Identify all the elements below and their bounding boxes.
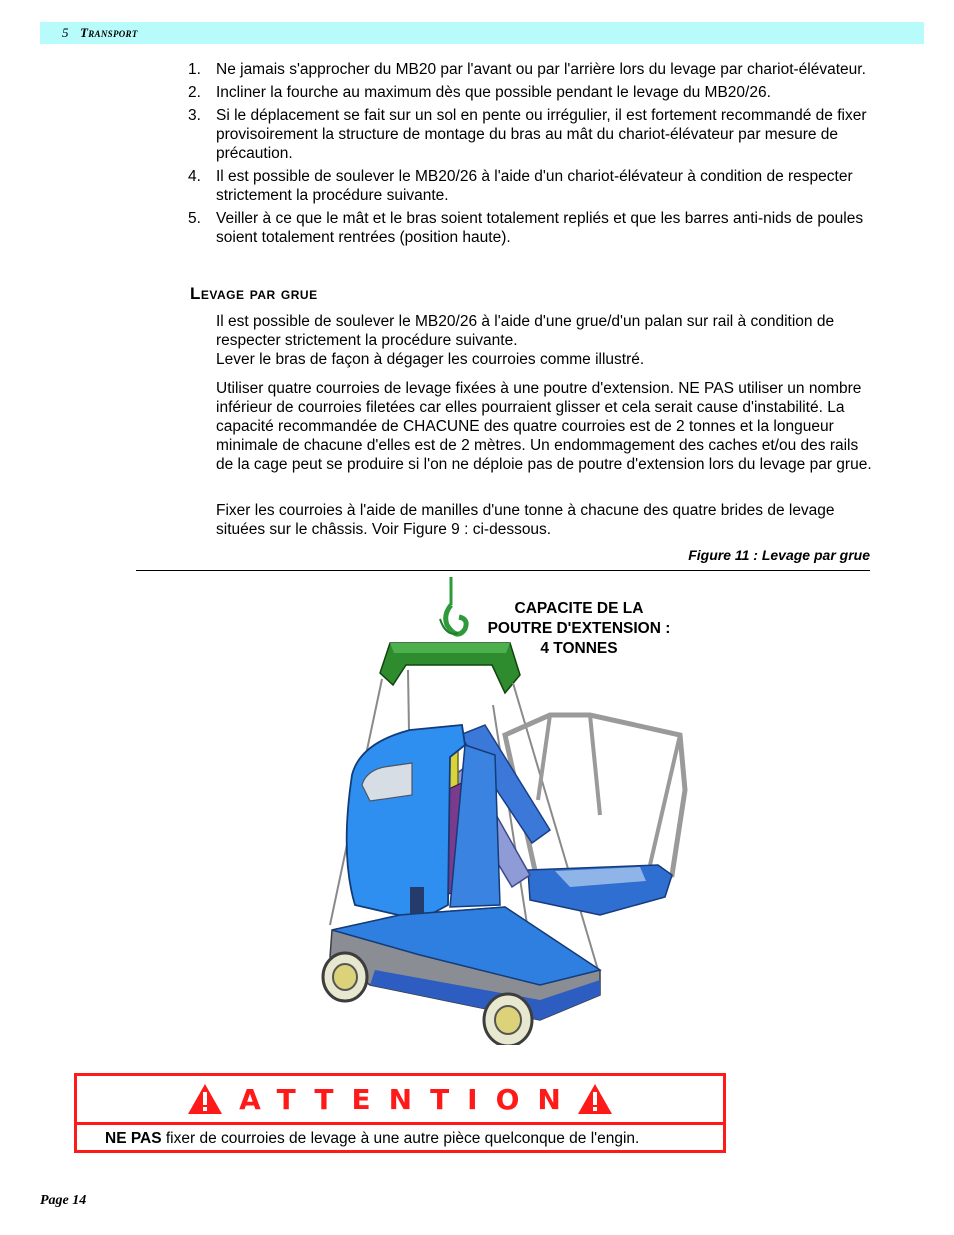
- capacity-line-3: 4 TONNES: [540, 640, 618, 657]
- chapter-title: Transport: [80, 25, 138, 40]
- list-item: [188, 83, 878, 102]
- paragraph-shackles: Fixer les courroies à l'aide de manilles d'une tonne à chacune des quatre brides de levage situées sur le châssis. Voir Figure 9 : ci-dessous.: [216, 502, 835, 538]
- capacity-line-1: CAPACITE DE LA: [514, 600, 644, 617]
- warning-title: ATTENTION: [239, 1082, 579, 1116]
- warning-text: [105, 1130, 639, 1148]
- chapter-number: 5: [62, 25, 69, 40]
- chapter-header: [40, 22, 924, 44]
- list-text: Si le déplacement se fait sur un sol en pente ou irrégulier, il est fortement recommandé de fixer provisoirement la structure de montage du bras au mât du chariot-élévateur par mesure de précaution.: [216, 107, 867, 162]
- beam-capacity-label: [466, 599, 692, 659]
- list-number: 1.: [188, 61, 201, 78]
- paragraph-intro: Il est possible de soulever le MB20/26 à l'aide d'une grue/d'un palan sur rail à condition de respecter strictement la procédure suivante.: [216, 313, 835, 349]
- list-text: Incliner la fourche au maximum dès que possible pendant le levage du MB20/26.: [216, 84, 771, 101]
- list-item: [188, 209, 878, 247]
- list-number: 2.: [188, 84, 201, 101]
- list-number: 5.: [188, 210, 201, 227]
- divider: [136, 570, 870, 571]
- warning-header: [77, 1076, 723, 1125]
- list-text: Il est possible de soulever le MB20/26 à l'aide d'un chariot-élévateur à condition de respecter strictement la procédure suivante.: [216, 168, 853, 204]
- crane-hook-icon: [440, 577, 466, 634]
- list-item: [188, 106, 878, 163]
- warning-triangle-icon: [187, 1083, 223, 1115]
- warning-emphasis: NE PAS: [105, 1130, 162, 1147]
- paragraph-straps: Utiliser quatre courroies de levage fixées à une poutre d'extension. NE PAS utiliser un nombre inférieur de courroies filetées car elles pourraient glisser et cela serait cause d'instabilité. La capacité recommandée de CHACUNE des quatre courroies est de 2 tonnes et la longueur minimale de chacune d'elles est de 2 mètres. Un endommagement des caches et/ou des rails de la cage peut se produire si l'on ne déploie pas de poutre d'extension lors du levage par grue.: [216, 380, 872, 473]
- warning-message: fixer de courroies de levage à une autre pièce quelconque de l'engin.: [161, 1130, 640, 1147]
- warning-triangle-icon: [577, 1083, 613, 1115]
- list-item: [188, 167, 878, 205]
- list-item: [188, 60, 878, 79]
- chassis: [330, 907, 600, 1020]
- section-heading: Levage par grue: [190, 284, 318, 303]
- list-number: 4.: [188, 168, 201, 185]
- figure-caption: Figure 11 : Levage par grue: [688, 547, 870, 563]
- list-number: 3.: [188, 107, 201, 124]
- warning-box: [74, 1073, 726, 1153]
- paragraph-raise-arm: Lever le bras de façon à dégager les courroies comme illustré.: [216, 351, 645, 368]
- page-number: Page 14: [40, 1193, 87, 1208]
- machine-body: [347, 725, 500, 920]
- list-text: Ne jamais s'approcher du MB20 par l'avant ou par l'arrière lors du levage par chariot-élévateur.: [216, 61, 866, 78]
- capacity-line-2: POUTRE D'EXTENSION :: [487, 620, 671, 637]
- list-text: Veiller à ce que le mât et le bras soient totalement repliés et que les barres anti-nids de poules soient totalement rentrées (position haute).: [216, 210, 864, 246]
- procedure-list: [188, 60, 878, 251]
